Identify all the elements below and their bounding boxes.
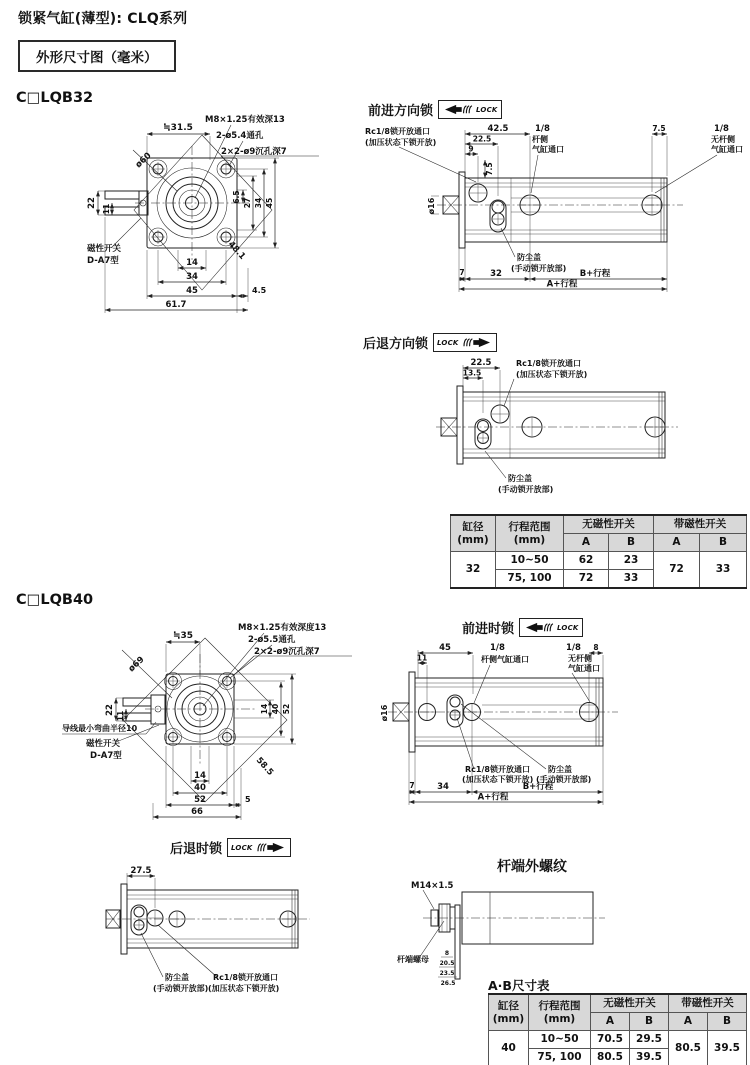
dust-cover-label: 防尘盖 [517, 253, 541, 262]
cell: 33 [700, 552, 747, 589]
rod-dia-label: ø16 [380, 704, 389, 722]
cell: 80.5 [591, 1049, 630, 1065]
th-a: A [654, 534, 700, 552]
lock-label: LOCK [557, 623, 579, 632]
dim-label: 14 [186, 258, 198, 268]
dim-label: 52 [194, 795, 206, 805]
b40-retract-side-view-drawing [105, 860, 317, 1008]
dim-label: 22.5 [472, 134, 492, 144]
dim-label: 7.5 [485, 162, 494, 176]
dim-label: 8 [593, 643, 599, 652]
lock-direction-badge [433, 333, 497, 352]
th-a: A [669, 1013, 708, 1031]
cell: 75, 100 [496, 570, 564, 589]
drawing-lines [436, 365, 678, 478]
dim-label: 40 [194, 783, 206, 793]
dim-label: 32 [490, 269, 502, 279]
cell: 72 [564, 570, 609, 589]
cell-bore: 40 [489, 1031, 529, 1065]
dim-label: 34 [254, 197, 263, 209]
cell: 62 [564, 552, 609, 570]
lock-port-label2: (加压状态下锁开放) [365, 138, 437, 147]
b40-advance-side-view-drawing [378, 643, 648, 835]
th-a: A [591, 1013, 630, 1031]
dust-cover-label: 防尘盖 [165, 973, 189, 982]
dim-label: ≒31.5 [163, 123, 193, 133]
dim-label: 13.5 [462, 368, 482, 378]
switch-label: 磁性开关 [87, 244, 122, 254]
switch-label: 磁性开关 [86, 739, 121, 749]
dim-label: 34 [437, 782, 449, 792]
b32-advance-side-view-drawing [365, 122, 750, 302]
dim-label: 4.5 [252, 286, 267, 295]
head-port-label2: 气缸通口 [568, 664, 600, 673]
dust-cover-label2: (手动锁开放部) [536, 775, 592, 784]
through-holes-label: 2-ø5.4通孔 [216, 131, 264, 141]
dust-cover-label2: (手动锁开放部) [511, 264, 567, 273]
rod-port-label2: 气缸通口 [532, 145, 564, 154]
section-title: 前进时锁 [462, 622, 515, 637]
cell: 39.5 [708, 1031, 747, 1065]
dim-label: 27 [243, 197, 252, 209]
lock-direction-badge [519, 618, 583, 637]
dim-label: 7 [409, 781, 415, 790]
cell: 33 [609, 570, 654, 589]
th-bore: 缸径 (mm) [489, 994, 529, 1031]
cell: 75, 100 [529, 1049, 591, 1065]
flange-dia-label: ø69 [126, 654, 147, 675]
rod-end-thread-drawing [395, 876, 677, 988]
b32-advance-heading [368, 100, 502, 119]
dim-label: 6.5 [232, 190, 241, 204]
dust-cover-label2: (手动锁开放部) [153, 984, 209, 993]
b32-spec-table [450, 514, 747, 589]
lock-port-label2: (加压状态下锁开放) [208, 984, 280, 993]
head-port-label: 无杆侧 [568, 654, 592, 663]
lock-port-label: Rc1/8锁开放通口 [465, 765, 530, 774]
b40-advance-heading [462, 618, 583, 637]
dim-label: B+行程 [579, 269, 611, 279]
port-size-label: 1/8 [714, 124, 729, 134]
dim-label: 20.5 [439, 960, 455, 967]
dim-label: 8 [444, 950, 450, 957]
lock-port-label: Rc1/8锁开放通口 [516, 359, 581, 368]
lock-right-arrow-claw-icon [255, 841, 287, 854]
thread-label: M14×1.5 [411, 881, 454, 891]
head-port-label: 无杆侧 [711, 135, 735, 144]
lock-label: LOCK [476, 105, 498, 114]
dim-label: 11 [416, 653, 428, 663]
lock-port-label: Rc1/8锁开放通口 [213, 973, 278, 982]
thread-label: M8×1.25有效深13 [205, 115, 285, 125]
dim-label: 66 [191, 807, 203, 817]
counterbore-label: 2×2-ø9沉孔深7 [221, 147, 287, 157]
lock-label: LOCK [437, 338, 459, 347]
section-title: 后退方向锁 [363, 337, 429, 352]
lock-port-label: Rc1/8锁开放通口 [365, 127, 430, 136]
dim-label: 48.1 [225, 239, 248, 262]
switch-type-label: D-A7型 [90, 751, 122, 761]
th-no-magnet: 无磁性开关 [564, 515, 654, 534]
cell: 72 [654, 552, 700, 589]
b32-retract-side-view-drawing [420, 355, 720, 505]
th-b: B [700, 534, 747, 552]
th-with-magnet: 带磁性开关 [669, 994, 747, 1013]
dim-label: 14 [260, 703, 269, 715]
dim-label: B+行程 [522, 782, 554, 792]
dim-label: 26.5 [440, 980, 456, 987]
cell-bore: 32 [451, 552, 496, 589]
rod-port-label: 杆侧气缸通口 [481, 655, 529, 664]
dim-label: 27.5 [130, 866, 152, 876]
dim-label: 45 [186, 286, 198, 296]
drawing-lines [106, 873, 310, 977]
dust-cover-label: 防尘盖 [548, 765, 572, 774]
dim-label: 23.5 [439, 970, 455, 977]
port-size-label: 1/8 [490, 643, 505, 653]
cell: 29.5 [630, 1031, 669, 1049]
th-a: A [564, 534, 609, 552]
lock-right-arrow-claw-icon [461, 336, 493, 349]
dim-label: 22 [105, 704, 115, 716]
th-no-magnet: 无磁性开关 [591, 994, 669, 1013]
section-title: 后退时锁 [170, 842, 223, 857]
dim-label: 40 [271, 703, 280, 715]
th-b: B [708, 1013, 747, 1031]
page-title: 锁紧气缸(薄型): CLQ系列 [18, 11, 188, 27]
rod-port-label: 杆侧 [532, 135, 548, 144]
cell: 39.5 [630, 1049, 669, 1065]
dim-label: 11 [102, 203, 111, 215]
thread-label: M8×1.25有效深度13 [238, 623, 327, 633]
dim-label: 45 [265, 197, 274, 209]
dim-label: 14 [194, 771, 206, 781]
port-size-label: 1/8 [535, 124, 550, 134]
counterbore-label: 2×2-ø9沉孔深7 [254, 647, 320, 657]
b40-retract-heading [170, 838, 291, 857]
rod-nut-label: 杆端螺母 [397, 955, 429, 964]
dim-label: 52 [282, 703, 291, 715]
th-b: B [630, 1013, 669, 1031]
lock-label: LOCK [231, 843, 253, 852]
b32-front-view-drawing [85, 110, 375, 338]
model-label-clqb40: C□LQB40 [16, 592, 94, 608]
wire-radius-label: 导线最小弯曲半径10 [62, 724, 138, 733]
dimension-box-label: 外形尺寸图（毫米） [18, 40, 176, 72]
lock-port-label2: (加压状态下锁开放) [462, 775, 534, 784]
rod-dia-label: ø16 [427, 197, 436, 215]
head-port-label2: 气缸通口 [711, 145, 743, 154]
ab-table-title: A·B尺寸表 [488, 978, 550, 993]
cell: 23 [609, 552, 654, 570]
cell: 10~50 [496, 552, 564, 570]
th-bore: 缸径 (mm) [451, 515, 496, 552]
th-stroke: 行程范围 (mm) [496, 515, 564, 552]
dim-label: 22 [87, 197, 97, 209]
dim-label: A+行程 [546, 279, 578, 290]
lock-left-arrow-claw-icon [523, 621, 555, 634]
lock-direction-badge [227, 838, 291, 857]
dim-label: 5 [245, 795, 251, 804]
model-label-clqb32: C□LQB32 [16, 90, 94, 106]
lock-port-label2: (加压状态下锁开放) [516, 370, 588, 379]
cell: 80.5 [669, 1031, 708, 1065]
dim-label: 61.7 [165, 300, 187, 310]
flange-dia-label: ø60 [133, 150, 154, 171]
dim-label: 45 [439, 643, 451, 653]
dim-label: 7.5 [652, 124, 666, 133]
b40-front-view-drawing [60, 618, 382, 833]
section-title: 前进方向锁 [368, 104, 434, 119]
switch-type-label: D-A7型 [87, 256, 119, 266]
b32-retract-heading [363, 333, 497, 352]
cell: 10~50 [529, 1031, 591, 1049]
dim-label: A+行程 [477, 792, 509, 803]
dim-label: 42.5 [487, 124, 509, 134]
port-size-label: 1/8 [566, 643, 581, 653]
dust-cover-label: 防尘盖 [508, 474, 532, 483]
dim-label: ≒35 [172, 631, 194, 641]
dust-cover-label2: (手动锁开放部) [498, 485, 554, 494]
th-with-magnet: 带磁性开关 [654, 515, 747, 534]
dim-label: 22.5 [470, 358, 492, 368]
dim-label: 9 [468, 144, 474, 154]
b40-spec-table [488, 993, 747, 1065]
lock-direction-badge [438, 100, 502, 119]
dim-label: 58.5 [253, 755, 276, 778]
through-holes-label: 2-ø5.5通孔 [248, 635, 296, 645]
th-b: B [609, 534, 654, 552]
th-stroke: 行程范围 (mm) [529, 994, 591, 1031]
lock-left-arrow-claw-icon [442, 103, 474, 116]
dim-label: 34 [186, 272, 198, 282]
dim-label: 11 [116, 710, 125, 722]
cell: 70.5 [591, 1031, 630, 1049]
rod-end-heading: 杆端外螺纹 [497, 859, 567, 875]
dim-label: 7 [459, 268, 465, 277]
